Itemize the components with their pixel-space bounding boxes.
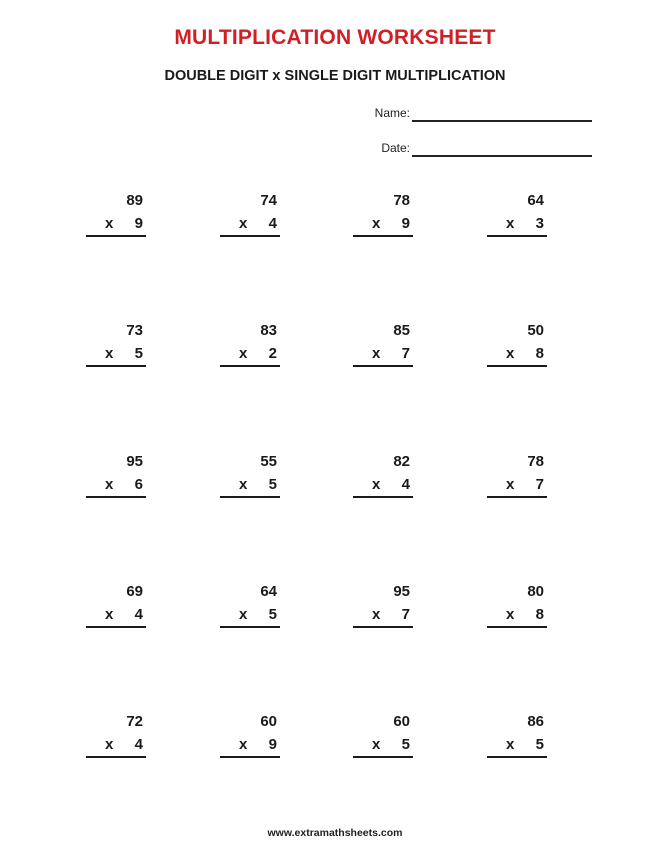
problem-5 [86,322,146,366]
multiplier: 8 [535,345,544,362]
multiply-sign: x [506,736,515,753]
answer-line[interactable] [86,365,146,367]
name-input-line[interactable] [412,120,592,122]
problem-12 [487,453,547,497]
multiplicand: 69 [126,583,143,600]
multiply-sign: x [239,606,248,623]
multiplicand: 73 [126,322,143,339]
multiplicand: 83 [260,322,277,339]
multiplicand: 72 [126,713,143,730]
problem-19 [353,713,413,757]
problem-10 [220,453,280,497]
multiplier: 5 [268,476,277,493]
multiplier: 9 [134,215,143,232]
answer-line[interactable] [487,626,547,628]
multiplier: 4 [401,476,410,493]
multiply-sign: x [372,606,381,623]
multiplicand: 89 [126,192,143,209]
multiplicand: 95 [126,453,143,470]
multiplier: 9 [268,736,277,753]
multiply-sign: x [372,476,381,493]
multiplicand: 64 [260,583,277,600]
multiply-sign: x [239,736,248,753]
problem-3 [353,192,413,236]
problem-11 [353,453,413,497]
problem-20 [487,713,547,757]
multiplicand: 55 [260,453,277,470]
multiply-sign: x [239,345,248,362]
multiplicand: 82 [393,453,410,470]
multiply-sign: x [105,476,114,493]
multiply-sign: x [372,345,381,362]
problem-9 [86,453,146,497]
answer-line[interactable] [487,756,547,758]
problem-2 [220,192,280,236]
multiply-sign: x [105,215,114,232]
answer-line[interactable] [86,756,146,758]
problem-8 [487,322,547,366]
worksheet-subtitle: DOUBLE DIGIT x SINGLE DIGIT MULTIPLICATION [164,68,506,84]
name-field[interactable] [360,106,600,126]
answer-line[interactable] [86,235,146,237]
multiplicand: 50 [527,322,544,339]
answer-line[interactable] [353,496,413,498]
multiply-sign: x [105,345,114,362]
date-label: Date: [381,141,410,155]
answer-line[interactable] [487,365,547,367]
multiply-sign: x [506,345,515,362]
multiplier: 5 [401,736,410,753]
answer-line[interactable] [220,235,280,237]
multiplicand: 60 [393,713,410,730]
multiplier: 5 [134,345,143,362]
answer-line[interactable] [220,756,280,758]
multiply-sign: x [239,215,248,232]
multiplicand: 85 [393,322,410,339]
footer-url: www.extramathsheets.com [267,827,403,839]
problem-13 [86,583,146,627]
answer-line[interactable] [487,235,547,237]
multiplier: 4 [134,606,143,623]
multiplier: 7 [401,345,410,362]
multiplier: 7 [535,476,544,493]
multiplicand: 95 [393,583,410,600]
multiply-sign: x [506,215,515,232]
problem-1 [86,192,146,236]
answer-line[interactable] [220,496,280,498]
answer-line[interactable] [353,365,413,367]
problem-18 [220,713,280,757]
multiplier: 9 [401,215,410,232]
answer-line[interactable] [86,496,146,498]
multiplier: 7 [401,606,410,623]
problem-6 [220,322,280,366]
answer-line[interactable] [220,365,280,367]
multiplier: 5 [268,606,277,623]
multiplicand: 78 [393,192,410,209]
multiplicand: 74 [260,192,277,209]
multiplier: 8 [535,606,544,623]
multiplicand: 60 [260,713,277,730]
problem-17 [86,713,146,757]
name-label: Name: [374,106,410,120]
multiply-sign: x [372,215,381,232]
multiply-sign: x [372,736,381,753]
multiplier: 6 [134,476,143,493]
problem-14 [220,583,280,627]
worksheet-title: MULTIPLICATION WORKSHEET [174,26,496,49]
answer-line[interactable] [487,496,547,498]
multiply-sign: x [506,476,515,493]
multiply-sign: x [105,606,114,623]
answer-line[interactable] [86,626,146,628]
multiplicand: 80 [527,583,544,600]
multiply-sign: x [506,606,515,623]
answer-line[interactable] [353,626,413,628]
problem-16 [487,583,547,627]
date-field[interactable] [360,141,600,161]
multiplier: 4 [268,215,277,232]
answer-line[interactable] [220,626,280,628]
multiplier: 5 [535,736,544,753]
answer-line[interactable] [353,756,413,758]
problem-4 [487,192,547,236]
multiplicand: 86 [527,713,544,730]
multiplier: 4 [134,736,143,753]
multiplier: 2 [268,345,277,362]
date-input-line[interactable] [412,155,592,157]
multiply-sign: x [105,736,114,753]
answer-line[interactable] [353,235,413,237]
problem-7 [353,322,413,366]
multiplicand: 78 [527,453,544,470]
problem-15 [353,583,413,627]
multiplicand: 64 [527,192,544,209]
multiplier: 3 [535,215,544,232]
multiply-sign: x [239,476,248,493]
